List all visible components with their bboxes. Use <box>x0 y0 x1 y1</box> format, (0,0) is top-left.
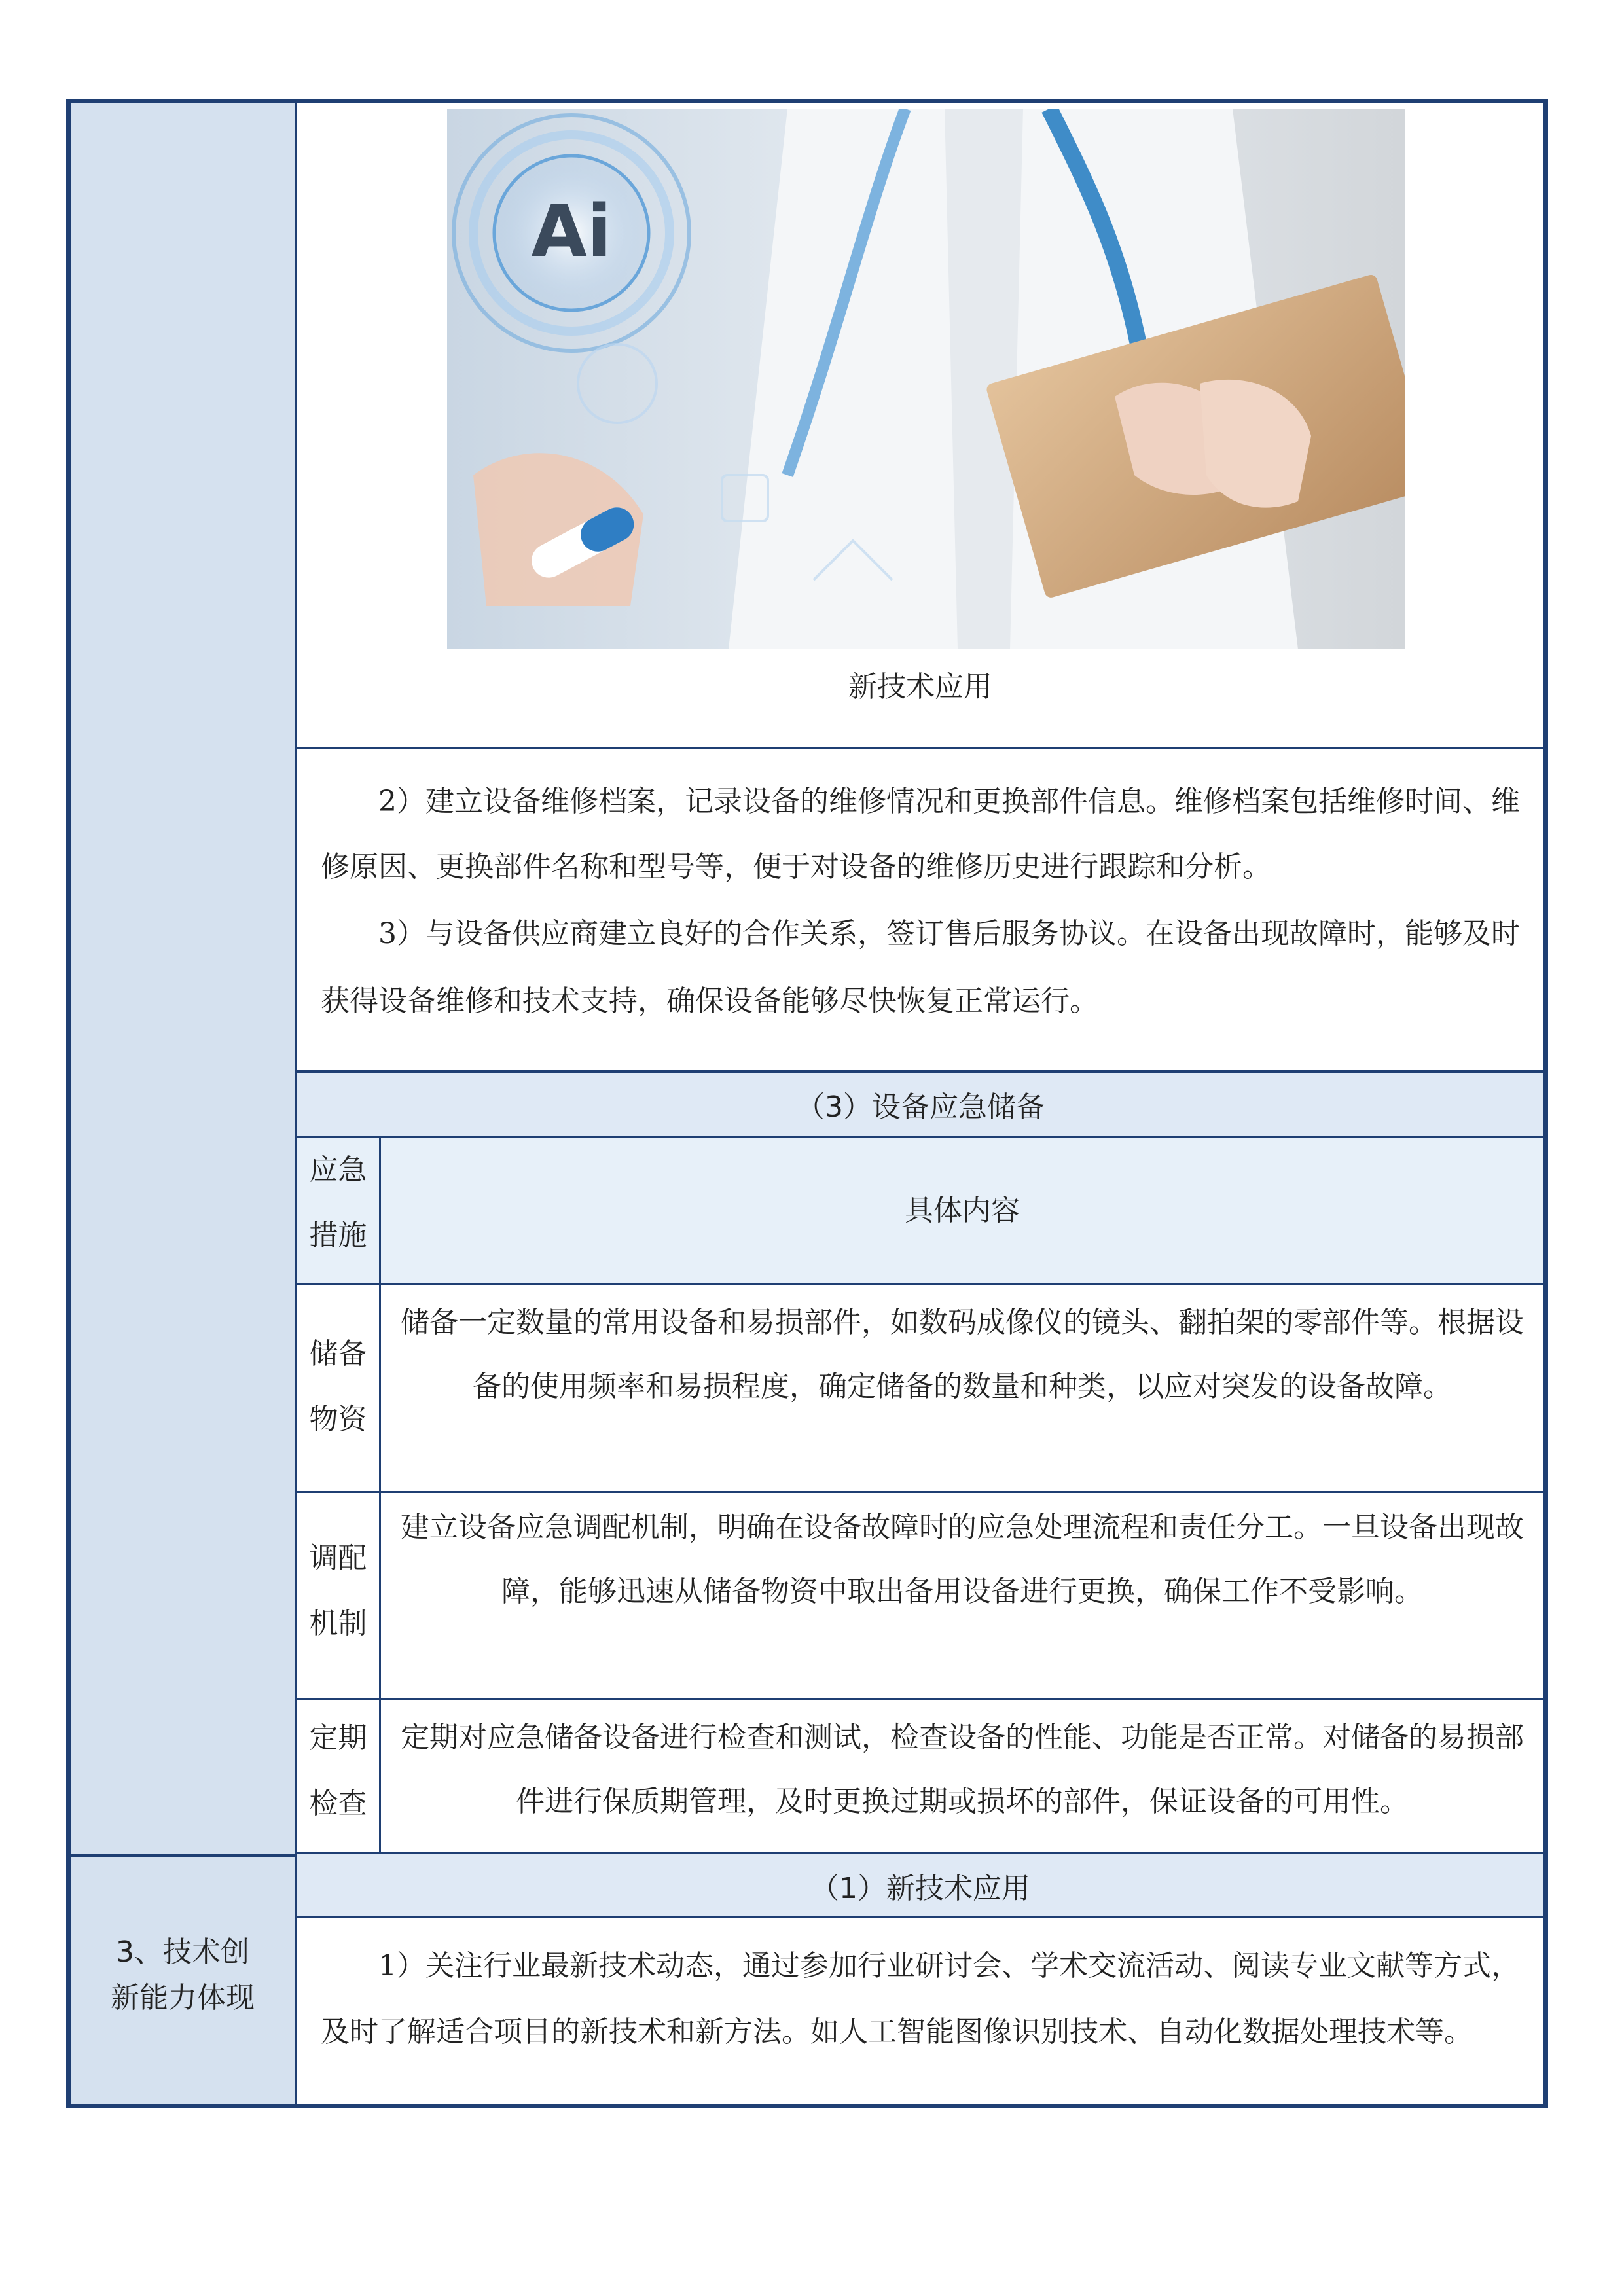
new-tech-paragraph: 1）关注行业最新技术动态，通过参加行业研讨会、学术交流活动、阅读专业文献等方式，及时了解适合项目的新技术和新方法。如人工智能图像识别技术、自动化数据处理技术等。 <box>321 1949 1520 2049</box>
document-table <box>66 99 1548 2108</box>
emergency-reserve-heading: （3）设备应急储备 <box>297 1073 1543 1138</box>
content-column <box>297 103 1543 2104</box>
emergency-table <box>297 1138 1543 1854</box>
ai-doctor-photo <box>447 109 1405 649</box>
measure-cell <box>297 1700 381 1854</box>
header-measure-line2: 措施 <box>309 1219 367 1252</box>
content-cell: 储备一定数量的常用设备和易损部件，如数码成像仪的镜头、翻拍架的零部件等。根据设备的使用频率和易损程度，确定储备的数量和种类，以应对突发的设备故障。 <box>401 1306 1524 1403</box>
measure-line1: 储备 <box>309 1337 367 1371</box>
content-cell: 建立设备应急调配机制，明确在设备故障时的应急处理流程和责任分工。一旦设备出现故障，能够迅速从储备物资中取出备用设备进行更换，确保工作不受影响。 <box>401 1511 1524 1608</box>
maintenance-text-row <box>297 749 1543 1073</box>
maintenance-paragraph: 2）建立设备维修档案，记录设备的维修情况和更换部件信息。维修档案包括维修时间、维修原因、更换部件名称和型号等，便于对设备的维修历史进行跟踪和分析。 <box>321 785 1520 884</box>
measure-line1: 定期 <box>309 1721 367 1755</box>
measure-cell <box>297 1285 381 1491</box>
section-3-label-line2: 新能力体现 <box>111 1981 255 2015</box>
emergency-table-row <box>297 1285 1543 1493</box>
photo-row <box>297 103 1543 749</box>
measure-line2: 检查 <box>309 1787 367 1820</box>
emergency-table-row <box>297 1493 1543 1700</box>
header-content-cell: 具体内容 <box>905 1193 1020 1227</box>
new-tech-text-row <box>297 1918 1543 2113</box>
ai-badge-text: Ai <box>531 189 612 273</box>
header-measure-line1: 应急 <box>309 1153 367 1187</box>
emergency-table-header <box>297 1138 1543 1285</box>
maintenance-paragraph: 3）与设备供应商建立良好的合作关系，签订售后服务协议。在设备出现故障时，能够及时获得设备维修和技术支持，确保设备能够尽快恢复正常运行。 <box>321 917 1520 1018</box>
measure-line1: 调配 <box>309 1541 367 1575</box>
measure-line2: 物资 <box>309 1403 367 1436</box>
section-3-label-line1: 3、技术创 <box>116 1935 249 1969</box>
header-measure-cell <box>297 1138 381 1283</box>
measure-line2: 机制 <box>309 1607 367 1640</box>
photo-caption: 新技术应用 <box>848 670 992 704</box>
left-column-divider <box>71 1854 295 1857</box>
left-label-column <box>71 103 297 2104</box>
emergency-table-row <box>297 1700 1543 1854</box>
measure-cell <box>297 1493 381 1698</box>
section-3-label <box>71 1929 295 2021</box>
content-cell: 定期对应急储备设备进行检查和测试，检查设备的性能、功能是否正常。对储备的易损部件进行保质期管理，及时更换过期或损坏的部件，保证设备的可用性。 <box>401 1721 1524 1818</box>
new-tech-heading: （1）新技术应用 <box>297 1854 1543 1918</box>
